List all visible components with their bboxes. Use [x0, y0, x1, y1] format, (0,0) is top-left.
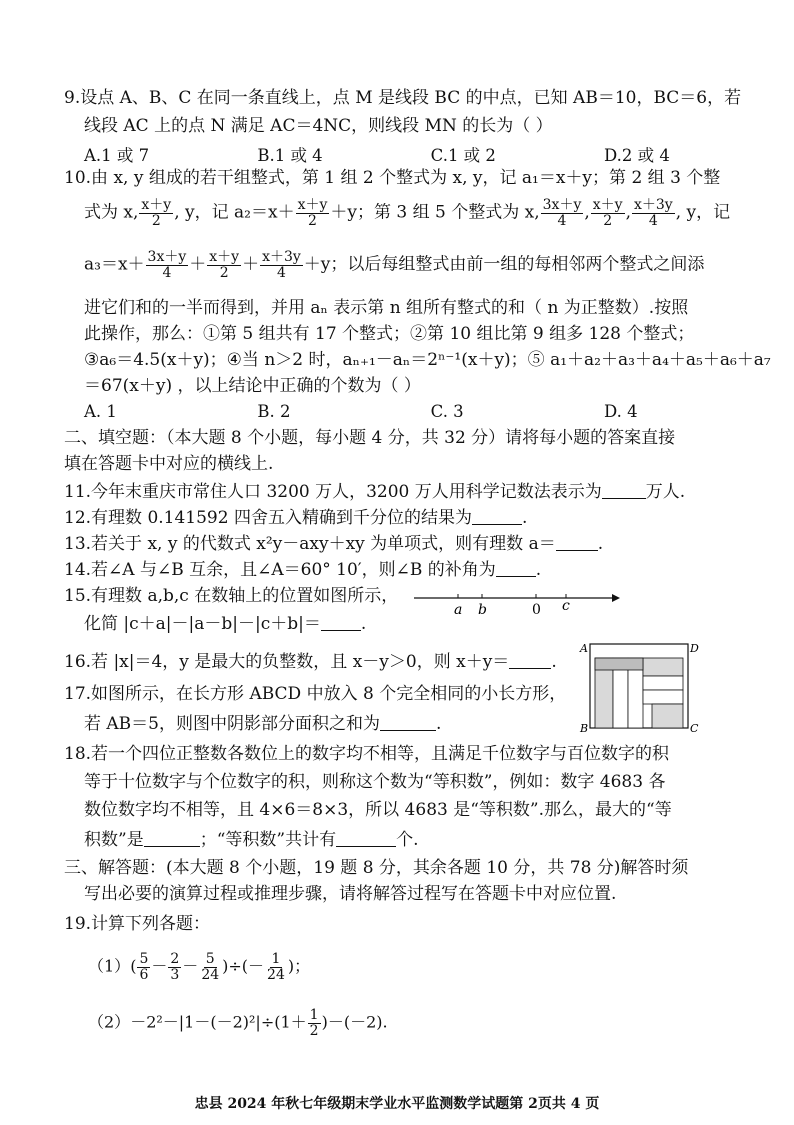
q9-option-a[interactable]: A.1 或 7 [84, 146, 150, 165]
corner-b: B [580, 722, 589, 734]
q15-line2: 化简 |c＋a|－|a－b|－|c＋b|＝ . [84, 614, 367, 634]
q10-line7: ＝67(x＋y) ，以上结论中正确的个数为（ ） [84, 376, 421, 396]
q10-option-d[interactable]: D. 4 [603, 402, 638, 421]
q17-answer-blank[interactable] [380, 714, 436, 731]
axis-label-c: c [562, 598, 570, 614]
axis-label-zero: 0 [532, 602, 541, 618]
q10-line4: 进它们和的一半而得到，并用 aₙ 表示第 n 组所有整式的和（ n 为正整数）.按照 [84, 298, 689, 318]
q14: 14.若∠A 与∠B 互余，且∠A＝60° 10′，则∠B 的补角为 . [64, 560, 542, 580]
q19-part2: （2）－2²－|1－(－2)²|÷(1＋ $\frac{1}{2}$ )－(－2). [88, 1007, 388, 1039]
q9-options [84, 142, 744, 166]
q10-line3: a₃＝x＋ $\frac{3x+y}{4}$ ＋ $\frac{x+y}{2}$ ＋ $\frac{x+3y}{4}$ ＋y；以后每组整式由前一组的每相邻两个整式之间添 [84, 249, 705, 281]
q10-line6: ③a₆＝4.5(x＋y)；④当 n＞2 时，aₙ₊₁－aₙ＝2ⁿ⁻¹(x＋y)；⑤ a₁＋a₂＋a₃＋a₄＋a₅＋a₆＋a₇ [84, 350, 771, 370]
q11: 11.今年末重庆市常住人口 3200 万人，3200 万人用科学记数法表示为 万人. [64, 482, 686, 502]
q10-option-a[interactable]: A. 1 [84, 402, 117, 421]
rectangle-abcd-diagram [578, 638, 702, 734]
q18-line3: 数位数字均不相等，且 4×6＝8×3，所以 4683 是“等积数”.那么，最大的“等 [84, 800, 672, 820]
q13: 13.若关于 x, y 的代数式 x²y－axy＋xy 为单项式，则有理数 a＝ . [64, 534, 604, 554]
corner-c: C [690, 722, 699, 734]
q10-line5: 此操作，那么：①第 5 组共有 17 个整式；②第 10 组比第 9 组多 128 个整式； [84, 324, 695, 344]
q12: 12.有理数 0.141592 四舍五入精确到千分位的结果为 . [64, 508, 528, 528]
q15-answer-blank[interactable] [321, 614, 361, 631]
q9-option-d[interactable]: D.2 或 4 [603, 146, 670, 165]
q19-part1: （1）( $\frac{5}{6}$ － $\frac{2}{3}$ － $\frac{5}{24}$ )÷(－ $\frac{1}{24}$ )； [88, 951, 311, 983]
q9-option-b[interactable]: B.1 或 4 [257, 146, 323, 165]
q16-answer-blank[interactable] [509, 652, 551, 669]
section2-instruction: 填在答题卡中对应的横线上. [64, 454, 274, 474]
q10-line2: 式为 x, $\frac{x+y}{2}$ , y，记 a₂＝x＋ $\frac{x+y}{2}$ ＋y；第 3 组 5 个整式为 x, $\frac{3x+y}{4}$ , $\frac{x+y}{2}$ , $\frac{x+3y}{4}$ , y，记 [84, 197, 731, 229]
q9-line1: 9.设点 A、B、C 在同一条直线上，点 M 是线段 BC 的中点，已知 AB＝10，BC＝6，若 [64, 88, 742, 108]
q16: 16.若 |x|＝4，y 是最大的负整数，且 x－y＞0，则 x＋y＝ . [64, 652, 557, 672]
q18-line4: 积数”是 ；“等积数”共计有 个. [84, 830, 419, 850]
corner-d: D [690, 642, 699, 655]
q17-line1: 17.如图所示，在长方形 ABCD 中放入 8 个完全相同的小长方形， [64, 684, 567, 704]
q18-line1: 18.若一个四位正整数各数位上的数字均不相等，且满足千位数字与百位数字的积 [64, 744, 670, 764]
q9-line2: 线段 AC 上的点 N 满足 AC＝4NC，则线段 MN 的长为（ ） [84, 116, 553, 136]
q10-line1: 10.由 x, y 组成的若干组整式，第 1 组 2 个整式为 x, y，记 a₁＝x＋y；第 2 组 3 个整 [64, 168, 721, 188]
q14-answer-blank[interactable] [496, 560, 536, 577]
corner-a: A [580, 642, 588, 655]
q10-option-c[interactable]: C. 3 [430, 402, 464, 421]
section3-heading: 三、解答题：(本大题 8 个小题，19 题 8 分，其余各题 10 分，共 78 分)解答时须 [64, 858, 689, 878]
q10-option-b[interactable]: B. 2 [257, 402, 291, 421]
section2-heading: 二、填空题：（本大题 8 个小题，每小题 4 分，共 32 分）请将每小题的答案直接 [64, 428, 676, 448]
number-line-diagram [410, 586, 620, 620]
section3-instruction: 写出必要的演算过程或推理步骤，请将解答过程写在答题卡中对应位置. [84, 884, 617, 904]
axis-label-a: a [454, 602, 463, 618]
q9-option-c[interactable]: C.1 或 2 [430, 146, 496, 165]
q18-answer-blank-2[interactable] [336, 830, 396, 847]
q18-line2: 等于十位数字与个位数字的积，则称这个数为“等积数”，例如：数字 4683 各 [84, 772, 666, 792]
q10-options [84, 402, 744, 421]
q12-answer-blank[interactable] [472, 508, 522, 525]
q17-line2: 若 AB＝5，则图中阴影部分面积之和为 . [84, 714, 442, 734]
q19-title: 19.计算下列各题： [64, 914, 211, 934]
q18-answer-blank-1[interactable] [144, 830, 200, 847]
q11-answer-blank[interactable] [602, 482, 646, 499]
page-footer: 忠县 2024 年秋七年级期末学业水平监测数学试题第 2页共 4 页 [194, 1096, 600, 1112]
q15-line1: 15.有理数 a,b,c 在数轴上的位置如图所示， [64, 586, 399, 606]
q13-answer-blank[interactable] [556, 534, 598, 551]
axis-label-b: b [478, 602, 487, 618]
